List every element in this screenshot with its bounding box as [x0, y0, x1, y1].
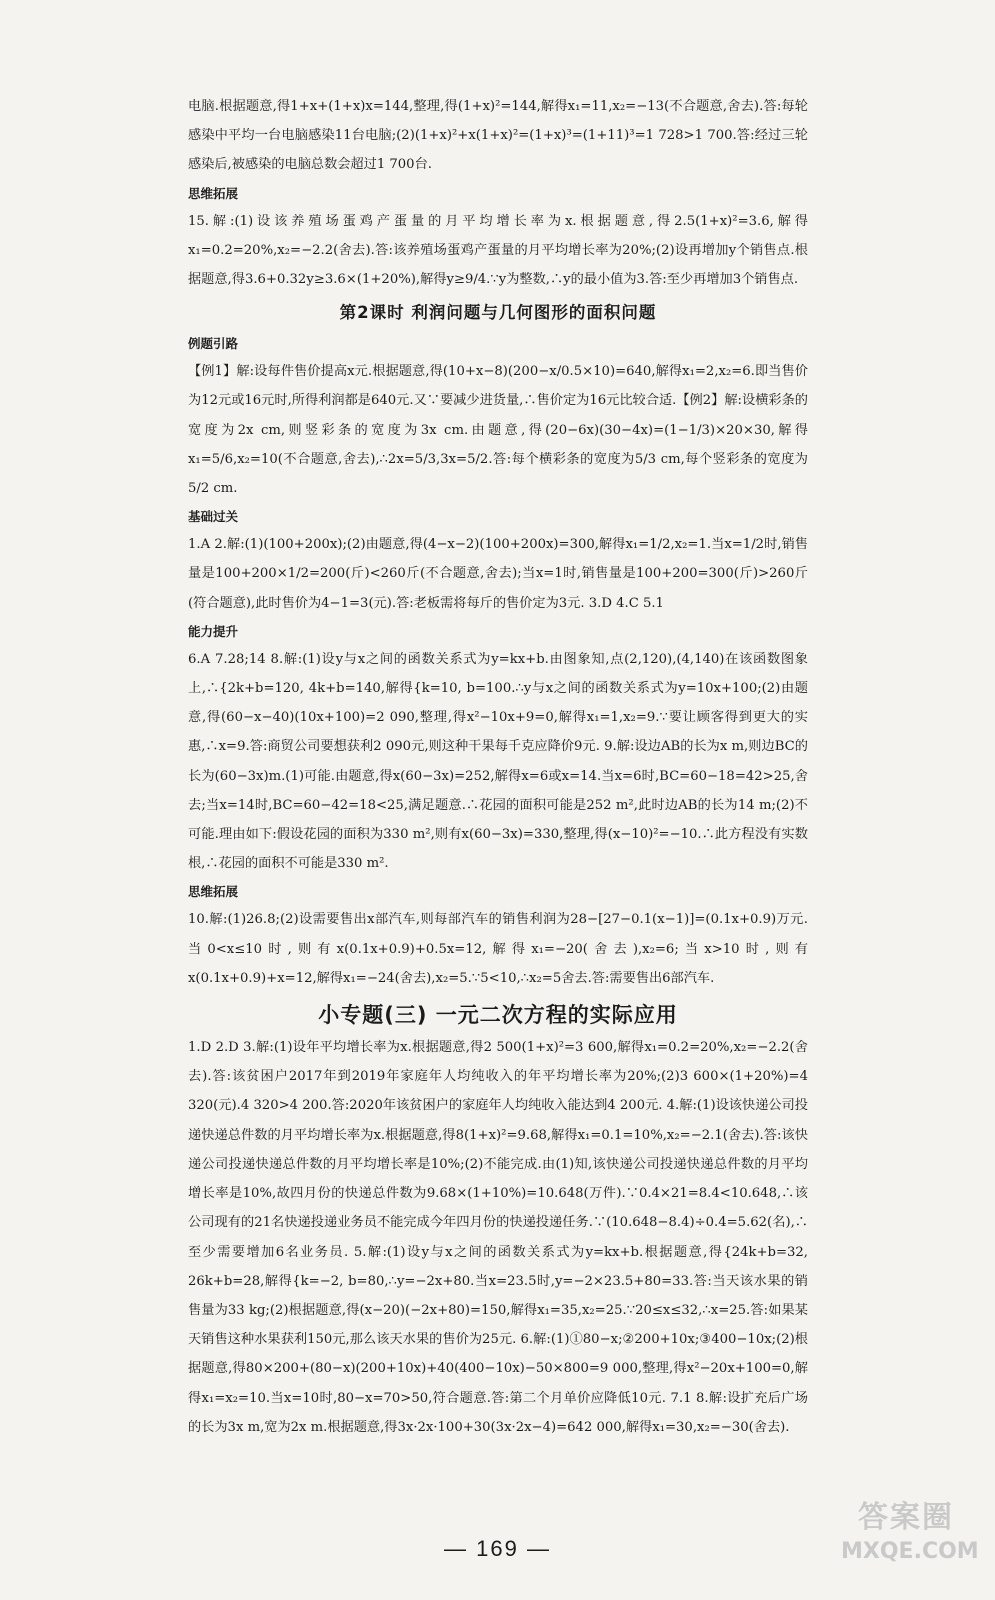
page-number: — 169 — [444, 1536, 551, 1561]
paragraph-examples: 【例1】解:设每件售价提高x元.根据题意,得(10+x−8)(200−x/0.5×10)=640,解得x₁=2,x₂=6.即当售价为12元或16元时,所得利润都是640元.又∵要减少进货量,∴售价定为16元比较合适.【例2】解:设横彩条的宽度为2x cm,则竖彩条的宽度为3x cm.由题意,得(20−6x)(30−4x)=(1−1/3)×20×30,解得x₁=5/6,x₂=10(不合题意,舍去),∴2x=5/3,3x=5/2.答:每个横彩条的宽度为5/3 cm,每个竖彩条的宽度为5/2 cm. [188, 364, 808, 497]
section-heading-jichu: 基础过关 [188, 509, 239, 525]
section-heading-siwei-2: 思维拓展 [188, 884, 239, 900]
watermark-en: MXQE.COM [841, 1539, 979, 1564]
paragraph-q10: 10.解:(1)26.8;(2)设需要售出x部汽车,则每部汽车的销售利润为28−[27−0.1(x−1)]=(0.1x+0.9)万元.当0<x≤10时,则有x(0.1x+0.9)+0.5x=12,解得x₁=−20(舍去),x₂=6;当x>10时,则有x(0.1x+0.9)+x=12,解得x₁=−24(舍去),x₂=5.∵5<10,∴x₂=5舍去.答:需要售出6部汽车. [188, 912, 808, 986]
paragraph-q15: 15.解:(1)设该养殖场蛋鸡产蛋量的月平均增长率为x.根据题意,得2.5(1+x)²=3.6,解得x₁=0.2=20%,x₂=−2.2(舍去).答:该养殖场蛋鸡产蛋量的月平均增长率为20%;(2)设再增加y个销售点.根据题意,得3.6+0.32y≥3.6×(1+20%),解得y≥9/4.∵y为整数,∴y的最小值为3.答:至少再增加3个销售点. [188, 213, 808, 288]
paragraph-topic: 1.D 2.D 3.解:(1)设年平均增长率为x.根据题意,得2 500(1+x)²=3 600,解得x₁=0.2=20%,x₂=−2.2(舍去).答:该贫困户2017年到2019年家庭年人均纯收入的年平均增长率为20%;(2)3 600×(1+20%)=4 320(元).4 320>4 200.答:2020年该贫困户的家庭年人均纯收入能达到4 200元. 4.解:(1)设该快递公司投递快递总件数的月平均增长率为x.根据题意,得8(1+x)²=9.68,解得x₁=0.1=10%,x₂=−2.1(舍去).答:该快递公司投递快递总件数的月平均增长率是10%;(2)不能完成.由(1)知,该快递公司投递快递总件数的月平均增长率是10%,故四月份的快递总件数为9.68×(1+10%)=10.648(万件).∵0.4×21=8.4<10.648,∴该公司现有的21名快递投递业务员不能完成今年四月份的快递投递任务.∵(10.648−8.4)÷0.4=5.62(名),∴至少需要增加6名业务员. 5.解:(1)设y与x之间的函数关系式为y=kx+b.根据题意,得{24k+b=32, 26k+b=28,解得{k=−2, b=80,∴y=−2x+80.当x=23.5时,y=−2×23.5+80=33.答:当天该水果的销售量为33 kg;(2)根据题意,得(x−20)(−2x+80)=150,解得x₁=35,x₂=25.∵20≤x≤32,∴x=25.答:如果某天销售这种水果获利150元,那么该天水果的售价为25元. 6.解:(1)①80−x;②200+10x;③400−10x;(2)根据题意,得80×200+(80−x)(200+10x)+40(400−10x)−50×800=9 000,整理,得x²−20x+100=0,解得x₁=x₂=10.当x=10时,80−x=70>50,符合题意.答:第二个月单价应降低10元. 7.1 8.解:设扩充后广场的长为3x m,宽为2x m.根据题意,得3x·2x·100+30(3x·2x−4)=642 000,解得x₁=30,x₂=−30(舍去). [188, 1040, 808, 1435]
section-heading-liti: 例题引路 [188, 336, 239, 352]
section-heading-nengli: 能力提升 [188, 623, 239, 639]
section-heading-siwei-1: 思维拓展 [188, 185, 239, 201]
paragraph-ability: 6.A 7.28;14 8.解:(1)设y与x之间的函数关系式为y=kx+b.由图象知,点(2,120),(4,140)在该函数图象上,∴{2k+b=120, 4k+b=140,解得{k=10, b=100.∴y与x之间的函数关系式为y=10x+100;(2)由题意,得(60−x−40)(10x+100)=2 090,整理,得x²−10x+9=0,解得x₁=1,x₂=9.∵要让顾客得到更大的实惠,∴x=9.答:商贸公司要想获利2 090元,则这种干果每千克应降价9元. 9.解:设边AB的长为x m,则边BC的长为(60−3x)m.(1)可能.由题意,得x(60−3x)=252,解得x=6或x=14.当x=6时,BC=60−18=42>25,舍去;当x=14时,BC=60−42=18<25,满足题意.∴花园的面积可能是252 m²,此时边AB的长为14 m;(2)不可能.理由如下:假设花园的面积为330 m²,则有x(60−3x)=330,整理,得(x−10)²=−10.∴此方程没有实数根,∴花园的面积不可能是330 m². [188, 651, 808, 872]
paragraph-intro: 电脑.根据题意,得1+x+(1+x)x=144,整理,得(1+x)²=144,解得x₁=11,x₂=−13(不合题意,舍去).答:每轮感染中平均一台电脑感染11台电脑;(2)(1+x)²+x(1+x)²=(1+x)³=(1+11)³=1 728>1 700.答:经过三轮感染后,被感染的电脑总数会超过1 700台. [188, 99, 808, 173]
watermark-logo [841, 1498, 979, 1578]
watermark-cn: 答案圈 [858, 1500, 954, 1535]
answer-page-content [188, 92, 808, 1442]
topic-title: 小专题(三) 一元二次方程的实际应用 [318, 1003, 678, 1028]
paragraph-basic: 1.A 2.解:(1)(100+200x);(2)由题意,得(4−x−2)(100+200x)=300,解得x₁=1/2,x₂=1.当x=1/2时,销售量是100+200×1/2=200(斤)<260斤(不合题意,舍去);当x=1时,销售量是100+200=300(斤)>260斤(符合题意),此时售价为4−1=3(元).答:老板需将每斤的售价定为3元. 3.D 4.C 5.1 [188, 537, 808, 611]
lesson-title: 第2课时 利润问题与几何图形的面积问题 [339, 303, 657, 323]
